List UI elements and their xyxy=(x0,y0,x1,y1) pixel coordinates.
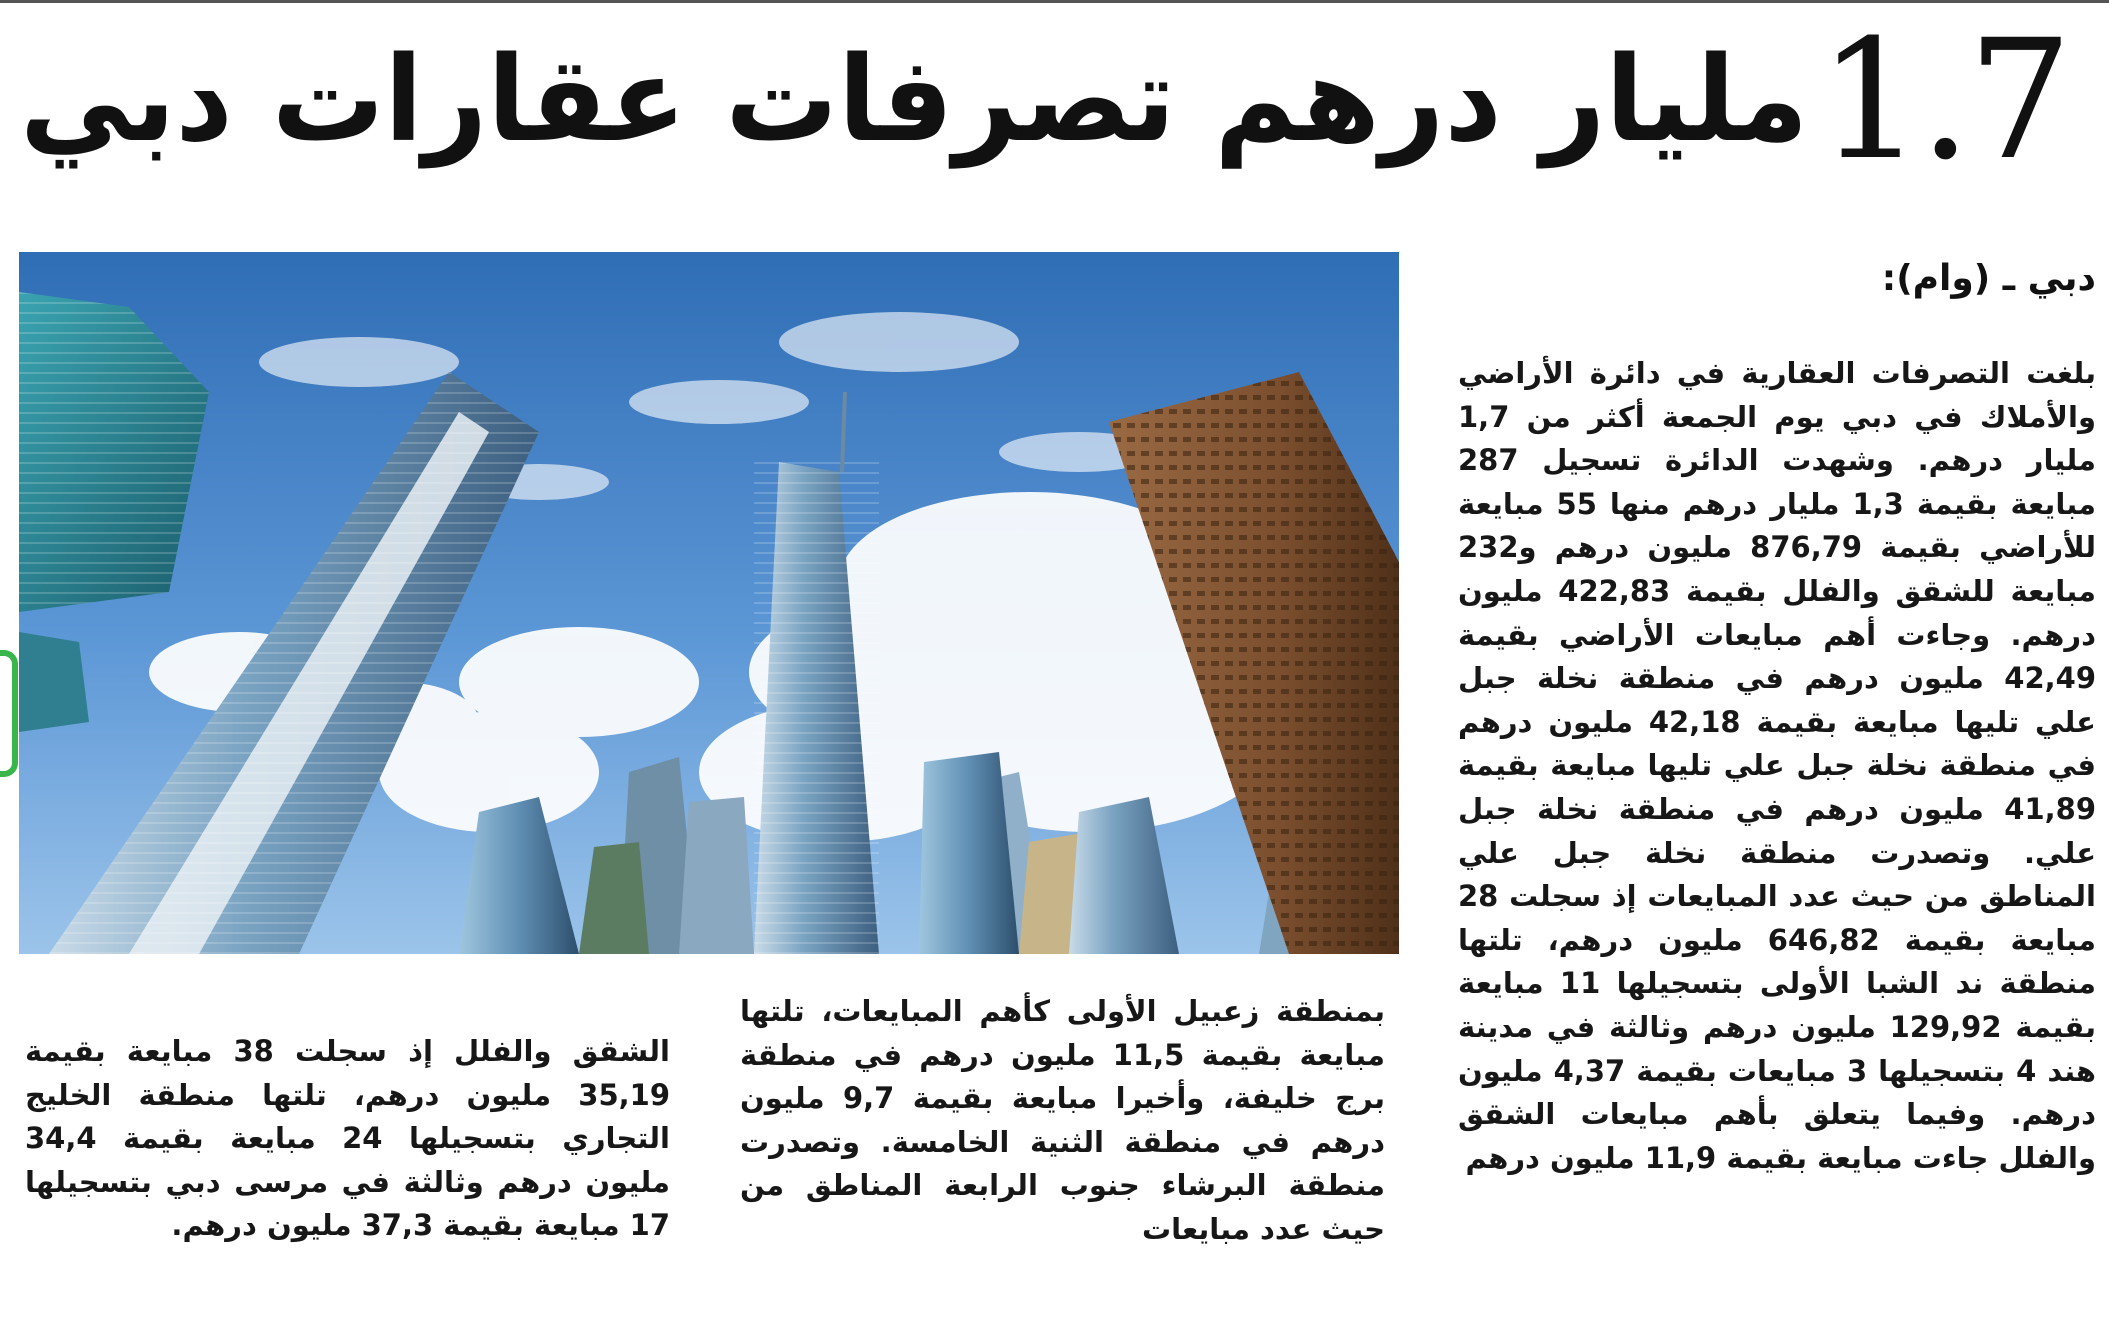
article-paragraph: الشقق والفلل إذ سجلت 38 مبايعة بقيمة 35,19 مليون درهم، تلتها منطقة الخليج التجاري بتسجيلها 24 مبايعة بقيمة 34,4 مليون درهم وثالثة في مرسى دبي بتسجيلها 17 مبايعة بقيمة 37,3 مليون درهم. xyxy=(25,1034,670,1243)
skyscrapers-photo xyxy=(19,252,1399,954)
headline xyxy=(20,3,2070,196)
article-paragraph: بلغت التصرفات العقارية في دائرة الأراضي والأملاك في دبي يوم الجمعة أكثر من 1,7 مليار درهم. وشهدت الدائرة تسجيل 287 مبايعة بقيمة 1,3 مليار درهم منها 55 مبايعة للأراضي بقيمة 876,79 مليون درهم و232 مبايعة للشقق والفلل بقيمة 422,83 مليون درهم. وجاءت أهم مبايعات الأراضي بقيمة 42,49 مليون درهم في منطقة نخلة جبل علي تليها مبايعة بقيمة 42,18 مليون درهم في منطقة نخلة جبل علي تليها مبايعة بقيمة 41,89 مليون درهم في منطقة نخلة جبل علي. وتصدرت منطقة نخلة جبل علي المناطق من حيث عدد المبايعات إذ سجلت 28 مبايعة بقيمة 646,82 مليون درهم، تلتها منطقة ند الشبا الأولى بتسجيلها 11 مبايعة بقيمة 129,92 مليون درهم وثالثة في مدينة هند 4 بتسجيلها 3 مبايعات بقيمة 4,37 مليون درهم. وفيما يتعلق بأهم مبايعات الشقق والفلل جاءت مبايعة بقيمة 11,9 مليون درهم xyxy=(1458,356,2097,1175)
article-column-middle xyxy=(740,990,1385,1252)
headline-number: 1.7 xyxy=(1818,3,2069,196)
article-column-right xyxy=(1458,352,2096,1180)
headline-text: مليار درهم تصرفات عقارات دبي xyxy=(20,31,1809,169)
article-column-left xyxy=(25,1030,670,1248)
dateline: دبي ـ (وام): xyxy=(1881,258,2096,299)
top-rule xyxy=(0,0,2109,3)
green-section-marker xyxy=(0,650,18,777)
article-paragraph: بمنطقة زعبيل الأولى كأهم المبايعات، تلتها مبايعة بقيمة 11,5 مليون درهم في منطقة برج خليفة، وأخيرا مبايعة بقيمة 9,7 مليون درهم في منطقة الثنية الخامسة. وتصدرت منطقة البرشاء جنوب الرابعة المناطق من حيث عدد مبايعات xyxy=(740,994,1385,1246)
